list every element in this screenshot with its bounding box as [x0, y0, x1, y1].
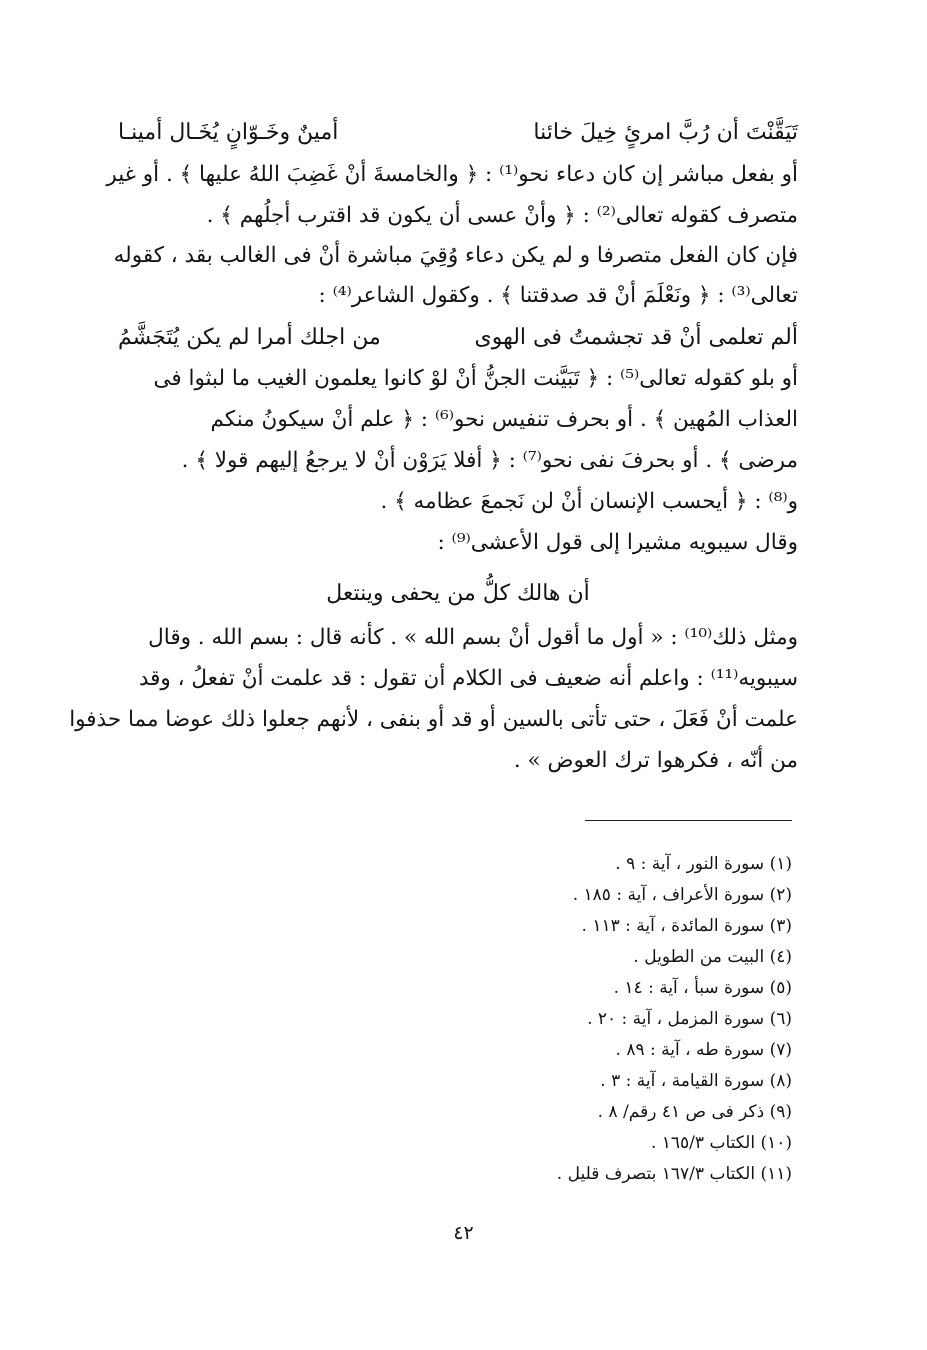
verse-1-second-hemistich: أمينٌ وخَـوّانٍ يُخَـال أمينـا — [118, 120, 339, 145]
footnote: (٧) سورة طه ، آية : ٨٩ . — [615, 1040, 792, 1060]
footnote: (٥) سورة سبأ ، آية : ١٤ . — [613, 978, 792, 998]
footnote: (٨) سورة القيامة ، آية : ٣ . — [600, 1071, 792, 1091]
footnote: (١) سورة النور ، آية : ٩ . — [615, 854, 792, 874]
poem-verse-1 — [118, 118, 798, 148]
text-line: علمت أنْ فَعَلَ ، حتى تأتى بالسين أو قد أو بنفى ، لأنهم جعلوا ذلك عوضا مما حذفوا — [69, 707, 798, 732]
verse-1-first-hemistich: تَيَقَّنْتَ أن رُبَّ امرئٍ خِيلَ خائنا — [533, 120, 798, 145]
footnote-separator — [585, 820, 792, 821]
poem-verse-2 — [118, 323, 798, 353]
page-number: ٤٢ — [453, 1222, 474, 1244]
footnote: (٤) البيت من الطويل . — [633, 947, 792, 967]
verse-2-second-hemistich: من اجلك أمرا لم يكن يُتَجَشَّمُ — [118, 325, 381, 350]
text-line: ومثل ذلك⁽¹⁰⁾ : « أول ما أقول أنْ بسم الله » . كأنه قال : بسم الله . وقال — [148, 625, 798, 650]
verse-2-first-hemistich: ألم تعلمى أنْ قد تجشمتُ فى الهوى — [474, 325, 798, 350]
text-line: تعالى⁽³⁾ : ﴿ ونَعْلَمَ أنْ قد صدقتنا ﴾ . وكقول الشاعر⁽⁴⁾ : — [318, 283, 798, 308]
text-line: سيبويه⁽¹¹⁾ : واعلم أنه ضعيف فى الكلام أن تقول : قد علمت أنْ تفعلُ ، وقد — [138, 666, 798, 691]
footnote: (٢) سورة الأعراف ، آية : ١٨٥ . — [572, 885, 792, 905]
poem-verse-3: أن هالك كلُّ من يحفى وينتعل — [326, 581, 590, 606]
text-line: من أنّه ، فكرهوا ترك العوض » . — [513, 748, 798, 773]
text-line: مرضى ﴾ . أو بحرفَ نفى نحو⁽⁷⁾ : ﴿ أفلا يَرَوْن أنْ لا يرجعُ إليهم قولا ﴾ . — [181, 448, 798, 473]
footnote: (٣) سورة المائدة ، آية : ١١٣ . — [581, 916, 792, 936]
text-line: أو بلو كقوله تعالى⁽⁵⁾ : ﴿ تَبَيَّنت الجنُّ أنْ لوْ كانوا يعلمون الغيب ما لبثوا فى — [153, 366, 798, 391]
text-line: العذاب المُهين ﴾ . أو بحرف تنفيس نحو⁽⁶⁾ : ﴿ علم أنْ سيكونُ منكم — [210, 407, 798, 432]
text-line: متصرف كقوله تعالى⁽²⁾ : ﴿ وأنْ عسى أن يكون قد اقترب أجلُهم ﴾ . — [206, 203, 798, 228]
text-line: و⁽⁸⁾ : ﴿ أيحسب الإنسان أنْ لن نَجمعَ عظامه ﴾ . — [380, 489, 798, 514]
footnote: (١١) الكتاب ١٦٧/٣ بتصرف قليل . — [556, 1164, 792, 1184]
footnote: (٩) ذكر فى ص ٤١ رقم/ ٨ . — [597, 1102, 792, 1122]
text-line: أو بفعل مباشر إن كان دعاء نحو⁽¹⁾ : ﴿ والخامسةَ أنْ غَضِبَ اللهُ عليها ﴾ . أو غير — [106, 162, 798, 187]
footnote: (٦) سورة المزمل ، آية : ٢٠ . — [587, 1009, 792, 1029]
text-line: وقال سيبويه مشيرا إلى قول الأعشى⁽⁹⁾ : — [437, 530, 798, 555]
footnote: (١٠) الكتاب ١٦٥/٣ . — [650, 1133, 792, 1153]
text-line: فإن كان الفعل متصرفا و لم يكن دعاء وُقِيَ مباشرة أنْ فى الغالب بقد ، كقوله — [113, 243, 798, 268]
